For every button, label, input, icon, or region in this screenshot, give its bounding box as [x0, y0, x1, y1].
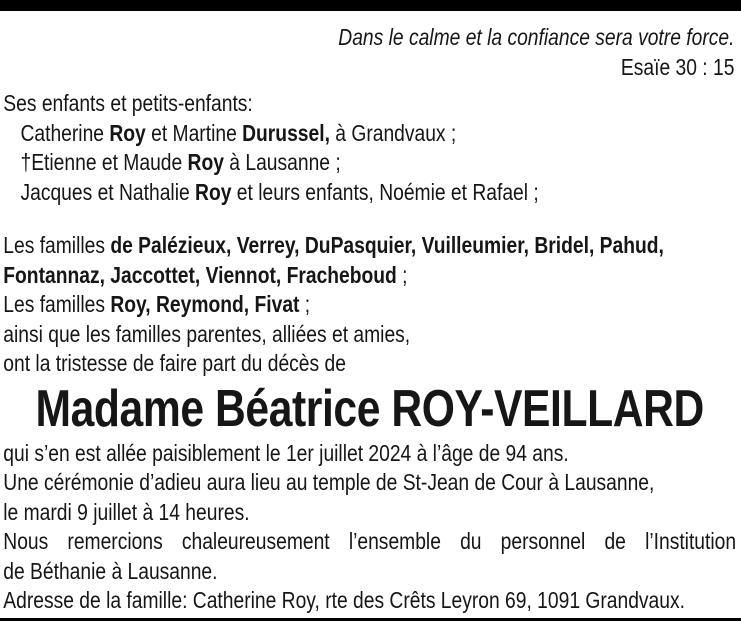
- details-text: [3, 439, 736, 616]
- text-line: de Béthanie à Lausanne.: [3, 557, 218, 584]
- text-line: Ses enfants et petits-enfants:: [3, 90, 253, 116]
- quote-source: Esaïe 30 : 15: [620, 54, 735, 80]
- deceased-name-title: Madame Béatrice ROY-VEILLARD: [35, 379, 704, 438]
- top-rule: [0, 0, 741, 11]
- text-line: ont la tristesse de faire part du décès de: [3, 350, 346, 376]
- text-line: Les familles Roy, Reymond, Fivat ;: [3, 291, 311, 317]
- notice-body: [0, 11, 741, 616]
- text-line: qui s’en est allée paisiblement le 1er juillet 2024 à l’âge de 94 ans.: [3, 439, 569, 466]
- text-line: le mardi 9 juillet à 14 heures.: [3, 498, 250, 525]
- announcement-text: [3, 89, 736, 379]
- bottom-rule: [0, 618, 741, 621]
- text-line: Les familles de Palézieux, Verrey, DuPasquier, Vuilleumier, Bridel, Pahud,: [3, 232, 664, 258]
- text-line: ainsi que les familles parentes, alliées et amies,: [3, 320, 411, 347]
- text-line: Adresse de la famille: Catherine Roy, rte des Crêts Leyron 69, 1091 Grandvaux.: [3, 587, 685, 613]
- text-line: Nous remercions chaleureusement l’ensemble du personnel de l’Institution: [3, 528, 737, 554]
- text-line: Fontannaz, Jaccottet, Viennot, Fracheboud ;: [3, 261, 408, 288]
- text-line: Une cérémonie d’adieu aura lieu au temple de St-Jean de Cour à Lausanne,: [3, 469, 655, 495]
- text-line: Jacques et Nathalie Roy et leurs enfants, Noémie et Rafael ;: [20, 178, 539, 205]
- quote-text: Dans le calme et la confiance sera votre force.: [338, 24, 735, 50]
- text-line: †Etienne et Maude Roy à Lausanne ;: [20, 149, 341, 175]
- memorial-quote: [3, 22, 734, 82]
- text-line: Catherine Roy et Martine Durussel, à Grandvaux ;: [20, 119, 457, 146]
